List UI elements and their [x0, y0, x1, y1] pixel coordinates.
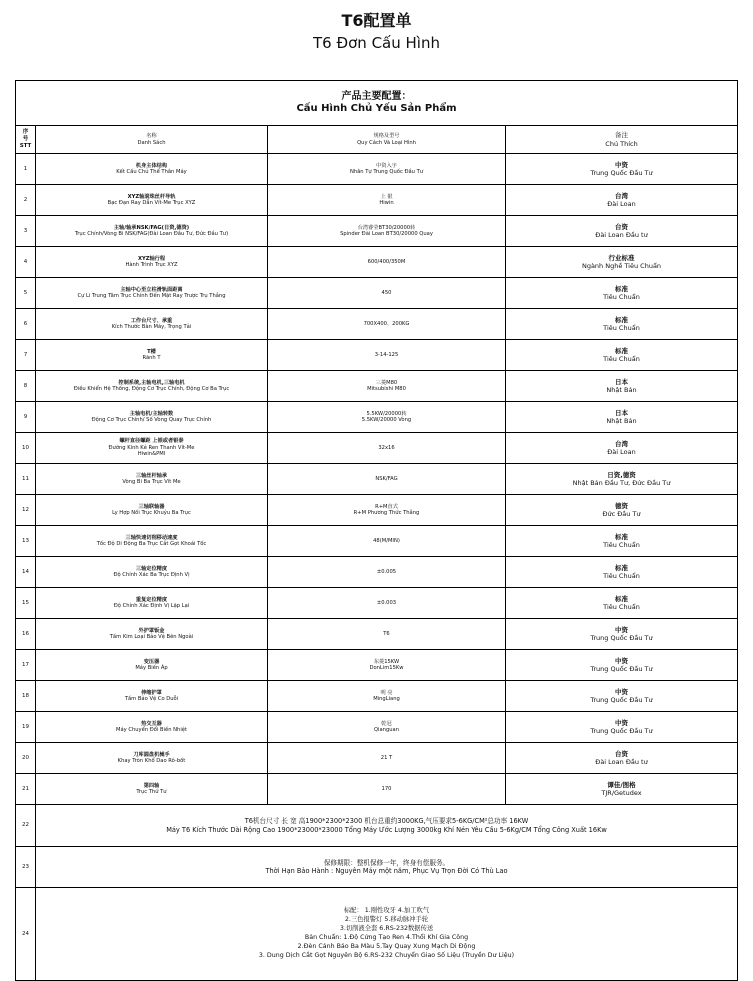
spec-zh: 5.5KW/20000转 [366, 410, 407, 417]
name-zh: 三轴快速切削移动速度 [125, 534, 178, 541]
item-note [506, 774, 738, 805]
item-note [506, 650, 738, 681]
name-vi: Đường Kính Kẻ Ren Thanh Vít-Me [108, 444, 195, 451]
table-row [16, 619, 738, 650]
name-vi: Kích Thước Bàn Máy, Trọng Tải [111, 324, 192, 330]
standard-config-line: Bản Chuẩn: 1.Độ Cứng Tạo Ren 4.Thổi Khí Gia Công [304, 934, 469, 942]
name-vi: Hành Trình Trục XYZ [125, 262, 178, 268]
note-zh: 中资 [615, 656, 628, 665]
standard-config-line: 3.切削液全套 6.RS-232数据传送 [339, 924, 434, 932]
row-number: 16 [16, 619, 36, 650]
name-zh: 主轴中心至立柱滑轨面距离 [120, 286, 183, 293]
item-name [36, 557, 268, 588]
item-spec [268, 371, 506, 402]
row-number: 12 [16, 495, 36, 526]
row-number: 3 [16, 216, 36, 247]
spec-zh: 上 银 [380, 193, 393, 200]
item-name [36, 309, 268, 340]
name-vi: Cự Li Trung Tâm Trục Chính Đến Mặt Ray Trược Trụ Thẳng [77, 293, 226, 299]
note-vi: Nhật Bản Đầu Tư, Đức Đầu Tư [572, 479, 671, 487]
note-zh: 标准 [615, 594, 628, 603]
note-vi: Ngành Nghề Tiêu Chuẩn [581, 262, 662, 270]
name-zh: 三轴联轴器 [138, 503, 165, 510]
note-zh: 台湾 [615, 439, 628, 448]
spec-zh: 450 [381, 289, 392, 296]
item-name [36, 650, 268, 681]
item-spec [268, 247, 506, 278]
name-vi-extra: Hiwin&PMI [137, 451, 166, 458]
name-zh: 刀库圆盘机械手 [133, 751, 170, 758]
note-vi: Nhật Bản [606, 417, 637, 425]
item-name [36, 526, 268, 557]
row-number: 20 [16, 743, 36, 774]
name-vi: Trục Chính/Vòng Bi NSK/FAG(Đài Loan Đầu Tư, Đức Đầu Tư) [74, 231, 229, 237]
note-zh: 标准 [615, 284, 628, 293]
table-row [16, 526, 738, 557]
name-zh: 三轴丝杆轴承 [135, 472, 168, 479]
table-row [16, 557, 738, 588]
table-row [16, 495, 738, 526]
item-note [506, 619, 738, 650]
name-vi: Rãnh T [142, 355, 161, 361]
row-number: 4 [16, 247, 36, 278]
row-number: 10 [16, 433, 36, 464]
spec-zh: NSK/FAG [375, 475, 398, 482]
standard-config-line: 2.Đèn Cảnh Báo Ba Màu 5.Tay Quay Xung Mạch Di Động [297, 943, 476, 951]
spec-vi: Spinder Đài Loan BT30/20000 Quay [340, 231, 433, 237]
name-zh: 控制系统,主轴电机,三轴电机 [118, 379, 185, 386]
note-vi: Tiêu Chuẩn [603, 355, 640, 363]
name-zh: XYZ轴滚珠丝杆导轨 [127, 193, 176, 200]
table-row [16, 309, 738, 340]
item-spec [268, 309, 506, 340]
note-vi: Trung Quốc Đầu Tư [590, 634, 653, 642]
row-number: 5 [16, 278, 36, 309]
note-vi: TJR/Getudex [601, 789, 642, 797]
item-name [36, 247, 268, 278]
name-vi: Tốc Độ Di Động Ba Trục Cắt Gọt Khoái Tốc [96, 541, 207, 547]
note-vi: Tiêu Chuẩn [603, 603, 640, 611]
row-number: 24 [16, 888, 36, 981]
item-spec [268, 216, 506, 247]
item-name [36, 185, 268, 216]
item-spec [268, 588, 506, 619]
item-spec [268, 495, 506, 526]
spec-vi: R+M Phương Thức Thẳng [353, 510, 420, 516]
item-note [506, 371, 738, 402]
item-note [506, 557, 738, 588]
note-zh: 标准 [615, 315, 628, 324]
note-vi: Tiêu Chuẩn [603, 293, 640, 301]
spec-zh: ±0.003 [376, 599, 397, 606]
item-note [506, 185, 738, 216]
item-spec [268, 619, 506, 650]
note-vi: Đài Loan [607, 200, 636, 208]
item-spec [268, 774, 506, 805]
spec-vi: 5.5KW/20000 Vòng [361, 417, 412, 423]
spec-zh: 东菱15KW [373, 658, 400, 665]
item-note [506, 433, 738, 464]
spec-zh: 170 [381, 785, 392, 792]
note-vi: Đài Loan Đầu tư [595, 231, 648, 239]
note-zh: 日本 [615, 377, 628, 386]
spec-zh: 700X400、200KG [363, 320, 410, 327]
spec-zh: 明 亮 [380, 689, 393, 696]
note-zh: 中资 [615, 625, 628, 634]
name-zh: 三轴定位精度 [135, 565, 168, 572]
name-vi: Khay Tròn Khổ Dao Rô-bốt [117, 758, 186, 764]
spec-zh: 600/400/350M [367, 258, 406, 265]
row-number: 15 [16, 588, 36, 619]
table-row [16, 433, 738, 464]
item-note [506, 526, 738, 557]
item-note [506, 588, 738, 619]
spec-vi: Hiwin [379, 200, 394, 206]
item-spec [268, 185, 506, 216]
item-name [36, 681, 268, 712]
table-row [16, 743, 738, 774]
item-note [506, 154, 738, 185]
table-row [16, 185, 738, 216]
table-row [16, 402, 738, 433]
spec-zh: 台湾睿莹BT30/20000转 [357, 224, 416, 231]
item-name [36, 216, 268, 247]
spec-zh: T6 [383, 630, 390, 637]
item-spec [268, 557, 506, 588]
name-vi: Độ Chính Xác Định Vị Lặp Lại [113, 603, 190, 609]
name-vi: Máy Chuyển Đổi Biến Nhiệt [115, 727, 188, 733]
item-spec [268, 340, 506, 371]
row-number: 18 [16, 681, 36, 712]
note-vi: Nhật Bản [606, 386, 637, 394]
item-note [506, 495, 738, 526]
table-row [16, 650, 738, 681]
item-name [36, 154, 268, 185]
standard-config-line: 标配： 1.刚性攻牙 4.加工吹气 [343, 906, 430, 914]
name-vi: Trục Thứ Tư [136, 789, 167, 795]
name-zh: 主轴/轴承NSK/FAG(日资,德资) [113, 224, 190, 231]
item-name [36, 774, 268, 805]
item-note [506, 681, 738, 712]
name-zh: 伸缩护罩 [141, 689, 162, 696]
config-table [15, 80, 738, 981]
name-zh: 工作台尺寸、承重 [130, 317, 173, 324]
table-row-warranty [16, 847, 738, 888]
item-name [36, 588, 268, 619]
item-note [506, 464, 738, 495]
spec-zh: ±0.005 [376, 568, 397, 575]
item-name [36, 464, 268, 495]
spec-vi: Qianguan [373, 727, 400, 733]
note-zh: 台湾 [615, 191, 628, 200]
table-row [16, 278, 738, 309]
item-note [506, 340, 738, 371]
name-zh: 螺杆直径螺距 上银或者银泰 [119, 438, 184, 445]
item-spec [268, 402, 506, 433]
item-spec [268, 743, 506, 774]
row-number: 2 [16, 185, 36, 216]
table-row [16, 154, 738, 185]
spec-vi: Nhân Tự Trung Quốc Đầu Tư [349, 169, 424, 175]
note-vi: Tiêu Chuẩn [603, 572, 640, 580]
row-number: 14 [16, 557, 36, 588]
name-vi: Điều Khiển Hệ Thống, Động Cơ Trục Chính, Động Cơ Ba Trục [73, 386, 230, 392]
item-name [36, 433, 268, 464]
row-number: 22 [16, 805, 36, 847]
row-number: 1 [16, 154, 36, 185]
item-spec [268, 433, 506, 464]
name-vi: Tấm Bảo Vệ Co Duỗi [124, 696, 179, 702]
item-spec [268, 526, 506, 557]
table-row [16, 588, 738, 619]
row-number: 11 [16, 464, 36, 495]
col-header-name: 名称 Danh Sách [36, 126, 268, 154]
note-zh: 日本 [615, 408, 628, 417]
name-vi: Độ Chính Xác Ba Trục Định Vị [113, 572, 190, 578]
note-vi: Trung Quốc Đầu Tư [590, 169, 653, 177]
note-zh: 德资 [615, 501, 628, 510]
item-note [506, 712, 738, 743]
spec-zh: 中资入字 [376, 162, 397, 169]
name-vi: Động Cơ Trục Chính/ Số Vòng Quay Trục Chính [91, 417, 212, 423]
table-row [16, 340, 738, 371]
spec-zh: 三菱M80 [375, 379, 398, 386]
item-note [506, 743, 738, 774]
note-vi: Đài Loan [607, 448, 636, 456]
table-heading-row [16, 81, 738, 126]
name-vi: Tấm Kim Loại Bảo Vệ Bên Ngoài [109, 634, 194, 640]
col-header-spec: 规格及型号 Quy Cách Và Loại Hình [268, 126, 506, 154]
item-name [36, 340, 268, 371]
name-zh: T槽 [147, 348, 156, 355]
col-header-no: 序 号 STT [16, 126, 36, 154]
row-number: 21 [16, 774, 36, 805]
name-zh: XYZ轴行程 [137, 255, 166, 262]
note-zh: 中资 [615, 718, 628, 727]
note-zh: 谭佳/图格 [607, 780, 636, 789]
name-vi: Máy Biến Áp [135, 665, 168, 671]
standard-config-line: 2.三色报警灯 5.移动脉冲手轮 [344, 915, 429, 923]
item-spec [268, 154, 506, 185]
item-spec [268, 278, 506, 309]
heading-vi: Cấu Hình Chủ Yếu Sản Phẩm [296, 103, 457, 114]
title-zh: T6配置单 [341, 11, 412, 30]
item-spec [268, 681, 506, 712]
note-zh: 台资 [615, 222, 628, 231]
note-vi: Trung Quốc Đầu Tư [590, 727, 653, 735]
row-number: 9 [16, 402, 36, 433]
item-note [506, 247, 738, 278]
standard-config [36, 888, 738, 981]
item-spec [268, 712, 506, 743]
item-note [506, 309, 738, 340]
note-vi: Tiêu Chuẩn [603, 541, 640, 549]
name-zh: 变压器 [143, 658, 160, 665]
item-name [36, 402, 268, 433]
name-vi: Ly Hợp Nối Trục Khuỷu Ba Trục [112, 510, 191, 516]
name-vi: Bạc Đạn Ray Dẫn Vít-Me Trục XYZ [107, 200, 196, 206]
title-vi: T6 Đơn Cấu Hình [313, 34, 440, 52]
note-vi: Trung Quốc Đầu Tư [590, 665, 653, 673]
item-note [506, 402, 738, 433]
item-note [506, 278, 738, 309]
table-row [16, 464, 738, 495]
note-zh: 标准 [615, 346, 628, 355]
spec-zh: 32x16 [378, 444, 395, 451]
name-zh: 机身主体结构 [135, 162, 168, 169]
note-vi: Trung Quốc Đầu Tư [590, 696, 653, 704]
table-row-dimensions [16, 805, 738, 847]
row-number: 8 [16, 371, 36, 402]
note-zh: 台资 [615, 749, 628, 758]
name-vi: Vòng Bi Ba Trục Vít Me [122, 479, 181, 485]
note-zh: 行业标准 [608, 253, 635, 262]
spec-zh: R+M直式 [375, 503, 398, 510]
item-spec [268, 650, 506, 681]
table-row [16, 681, 738, 712]
spec-zh: 48(M/MIN) [373, 537, 400, 544]
note-vi: Đức Đầu Tư [602, 510, 641, 518]
item-name [36, 495, 268, 526]
row-number: 7 [16, 340, 36, 371]
row-number: 6 [16, 309, 36, 340]
item-name [36, 712, 268, 743]
table-heading [16, 81, 738, 126]
spec-zh: 乾冠 [381, 720, 392, 727]
col-header-note: 备注 Chú Thích [506, 126, 738, 154]
note-zh: 标准 [615, 532, 628, 541]
note-zh: 中资 [615, 160, 628, 169]
spec-vi: Mitsubishi M80 [367, 386, 406, 392]
column-header-row [16, 126, 738, 154]
note-vi: Tiêu Chuẩn [603, 324, 640, 332]
table-row [16, 712, 738, 743]
item-name [36, 743, 268, 774]
spec-vi: MingLiang [373, 696, 400, 702]
spec-vi: DonLim15Kw [369, 665, 404, 671]
name-zh: 重复定位精度 [135, 596, 168, 603]
spec-zh: 3-14-125 [374, 351, 399, 358]
note-zh: 日资,德资 [607, 470, 636, 479]
name-zh: 热交互器 [141, 720, 162, 727]
standard-config-line: 3. Dung Dịch Cắt Gọt Nguyên Bộ 6.RS-232 Chuyển Giao Số Liệu (Truyền Dư Liệu) [258, 952, 515, 960]
item-note [506, 216, 738, 247]
name-vi: Kết Cấu Chủ Thể Thân Máy [116, 169, 187, 175]
table-row [16, 247, 738, 278]
name-zh: 外护罩钣金 [138, 627, 165, 634]
note-zh: 标准 [615, 563, 628, 572]
dimensions-note: T6机台尺寸 长 宽 高1900*2300*2300 机台总重约3000KG,气压要求5-6KG/CM²总功率 16KW Máy T6 Kích Thước Dài Rộng Cao 1900*23000*23000 Tổng Máy Ước Lượng 3000kg Khí Nén Yêu Cầu 5-6Kg/CM Tổng Công Xuất 16Kw [36, 805, 738, 847]
item-name [36, 371, 268, 402]
warranty-note: 保修期限：整机保修一年，终身有偿服务。 Thời Hạn Bảo Hành : Nguyên Máy một năm, Phục Vụ Trọn Đời Có Thù Lao [36, 847, 738, 888]
table-row [16, 774, 738, 805]
item-spec [268, 464, 506, 495]
item-name [36, 278, 268, 309]
table-row [16, 216, 738, 247]
spec-zh: 21 T [380, 754, 393, 761]
heading-zh: 产品主要配置： [341, 90, 412, 102]
table-row [16, 371, 738, 402]
name-zh: 第四轴 [143, 782, 160, 789]
note-zh: 中资 [615, 687, 628, 696]
name-zh: 主轴电机/主轴转数 [129, 410, 174, 417]
row-number: 19 [16, 712, 36, 743]
item-name [36, 619, 268, 650]
row-number: 13 [16, 526, 36, 557]
row-number: 23 [16, 847, 36, 888]
table-row-standard-config [16, 888, 738, 981]
note-vi: Đài Loan Đầu tư [595, 758, 648, 766]
row-number: 17 [16, 650, 36, 681]
